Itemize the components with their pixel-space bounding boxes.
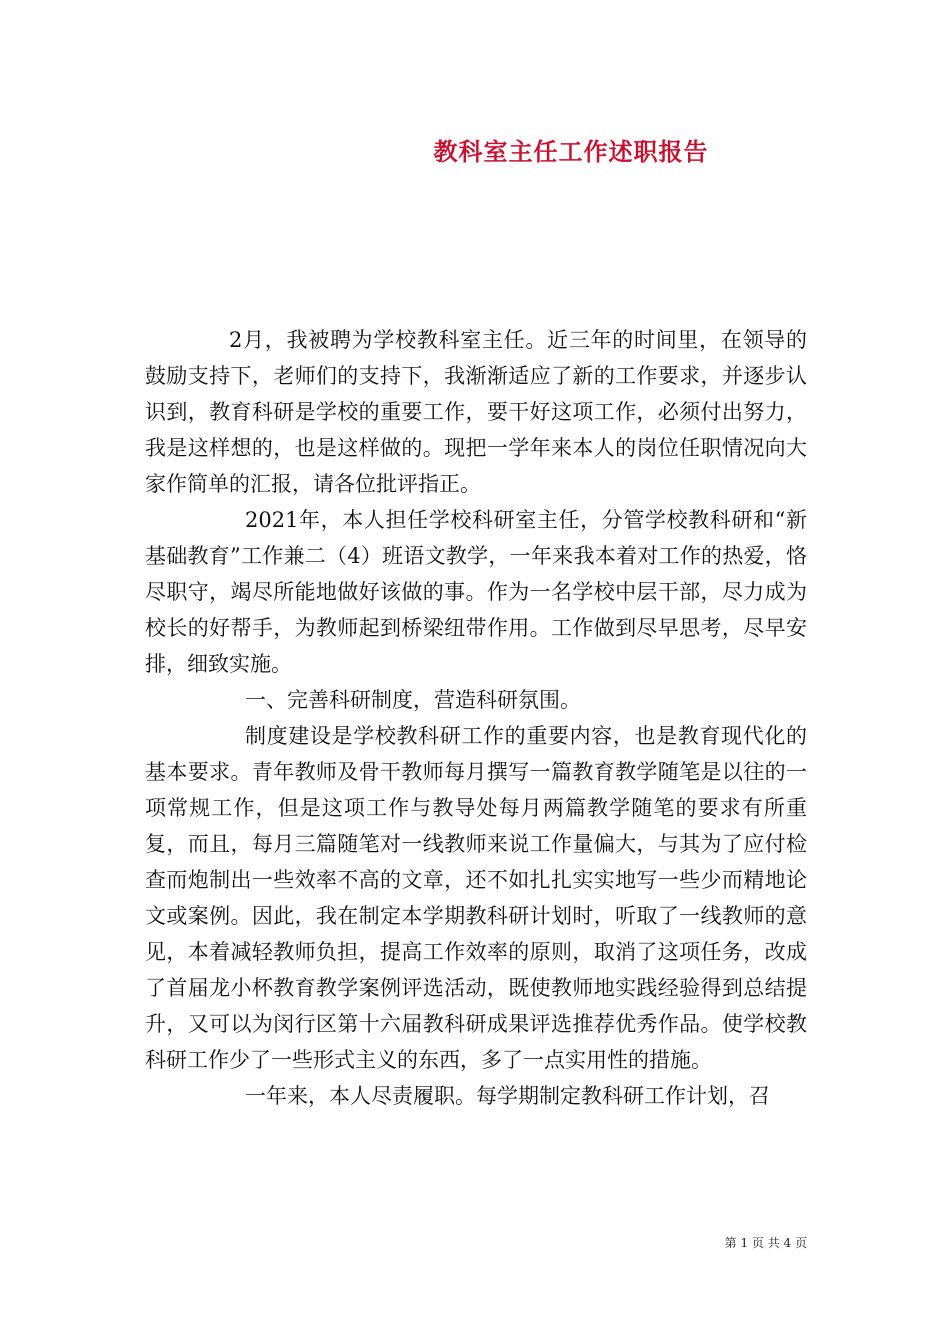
paragraph-year-summary: 一年来，本人尽责履职。每学期制定教科研工作计划，召 (245, 1084, 770, 1108)
page-number: 第 1 页 共 4 页 (724, 1236, 807, 1250)
paragraph-intro: 2月，我被聘为学校教科室主任。近三年的时间里，在领导的鼓励支持下，老师们的支持下，我渐渐适应了新的工作要求，并逐步认识到，教育科研是学校的重要工作，要干好这项工作，必须付出努力，我是这样想的，也是这样做的。现把一学年来本人的岗位任职情况向大家作简单的汇报，请各位批评指正。 (145, 328, 807, 496)
document-title: 教科室主任工作述职报告 (433, 137, 709, 166)
section-heading-1: 一、完善科研制度，营造科研氛围。 (245, 688, 581, 712)
paragraph-2021: 2021年，本人担任学校科研室主任，分管学校教科研和“新基础教育”工作兼二（4）班语文教学，一年来我本着对工作的热爱，恪尽职守，竭尽所能地做好该做的事。作为一名学校中层干部，尽力成为校长的好帮手，为教师起到桥梁纽带作用。工作做到尽早思考，尽早安排，细致实施。 (145, 508, 807, 676)
document-body (145, 322, 807, 1114)
paragraph-system-building: 制度建设是学校教科研工作的重要内容，也是教育现代化的基本要求。青年教师及骨干教师每月撰写一篇教育教学随笔是以往的一项常规工作，但是这项工作与教导处每月两篇教学随笔的要求有所重复，而且，每月三篇随笔对一线教师来说工作量偏大，与其为了应付检查而炮制出一些效率不高的文章，还不如扎扎实实地写一些少而精地论文或案例。因此，我在制定本学期教科研计划时，听取了一线教师的意见，本着减轻教师负担，提高工作效率的原则，取消了这项任务，改成了首届龙小杯教育教学案例评选活动，既使教师地实践经验得到总结提升，又可以为闵行区第十六届教科研成果评选推荐优秀作品。使学校教科研工作少了一些形式主义的东西，多了一点实用性的措施。 (145, 724, 807, 1072)
